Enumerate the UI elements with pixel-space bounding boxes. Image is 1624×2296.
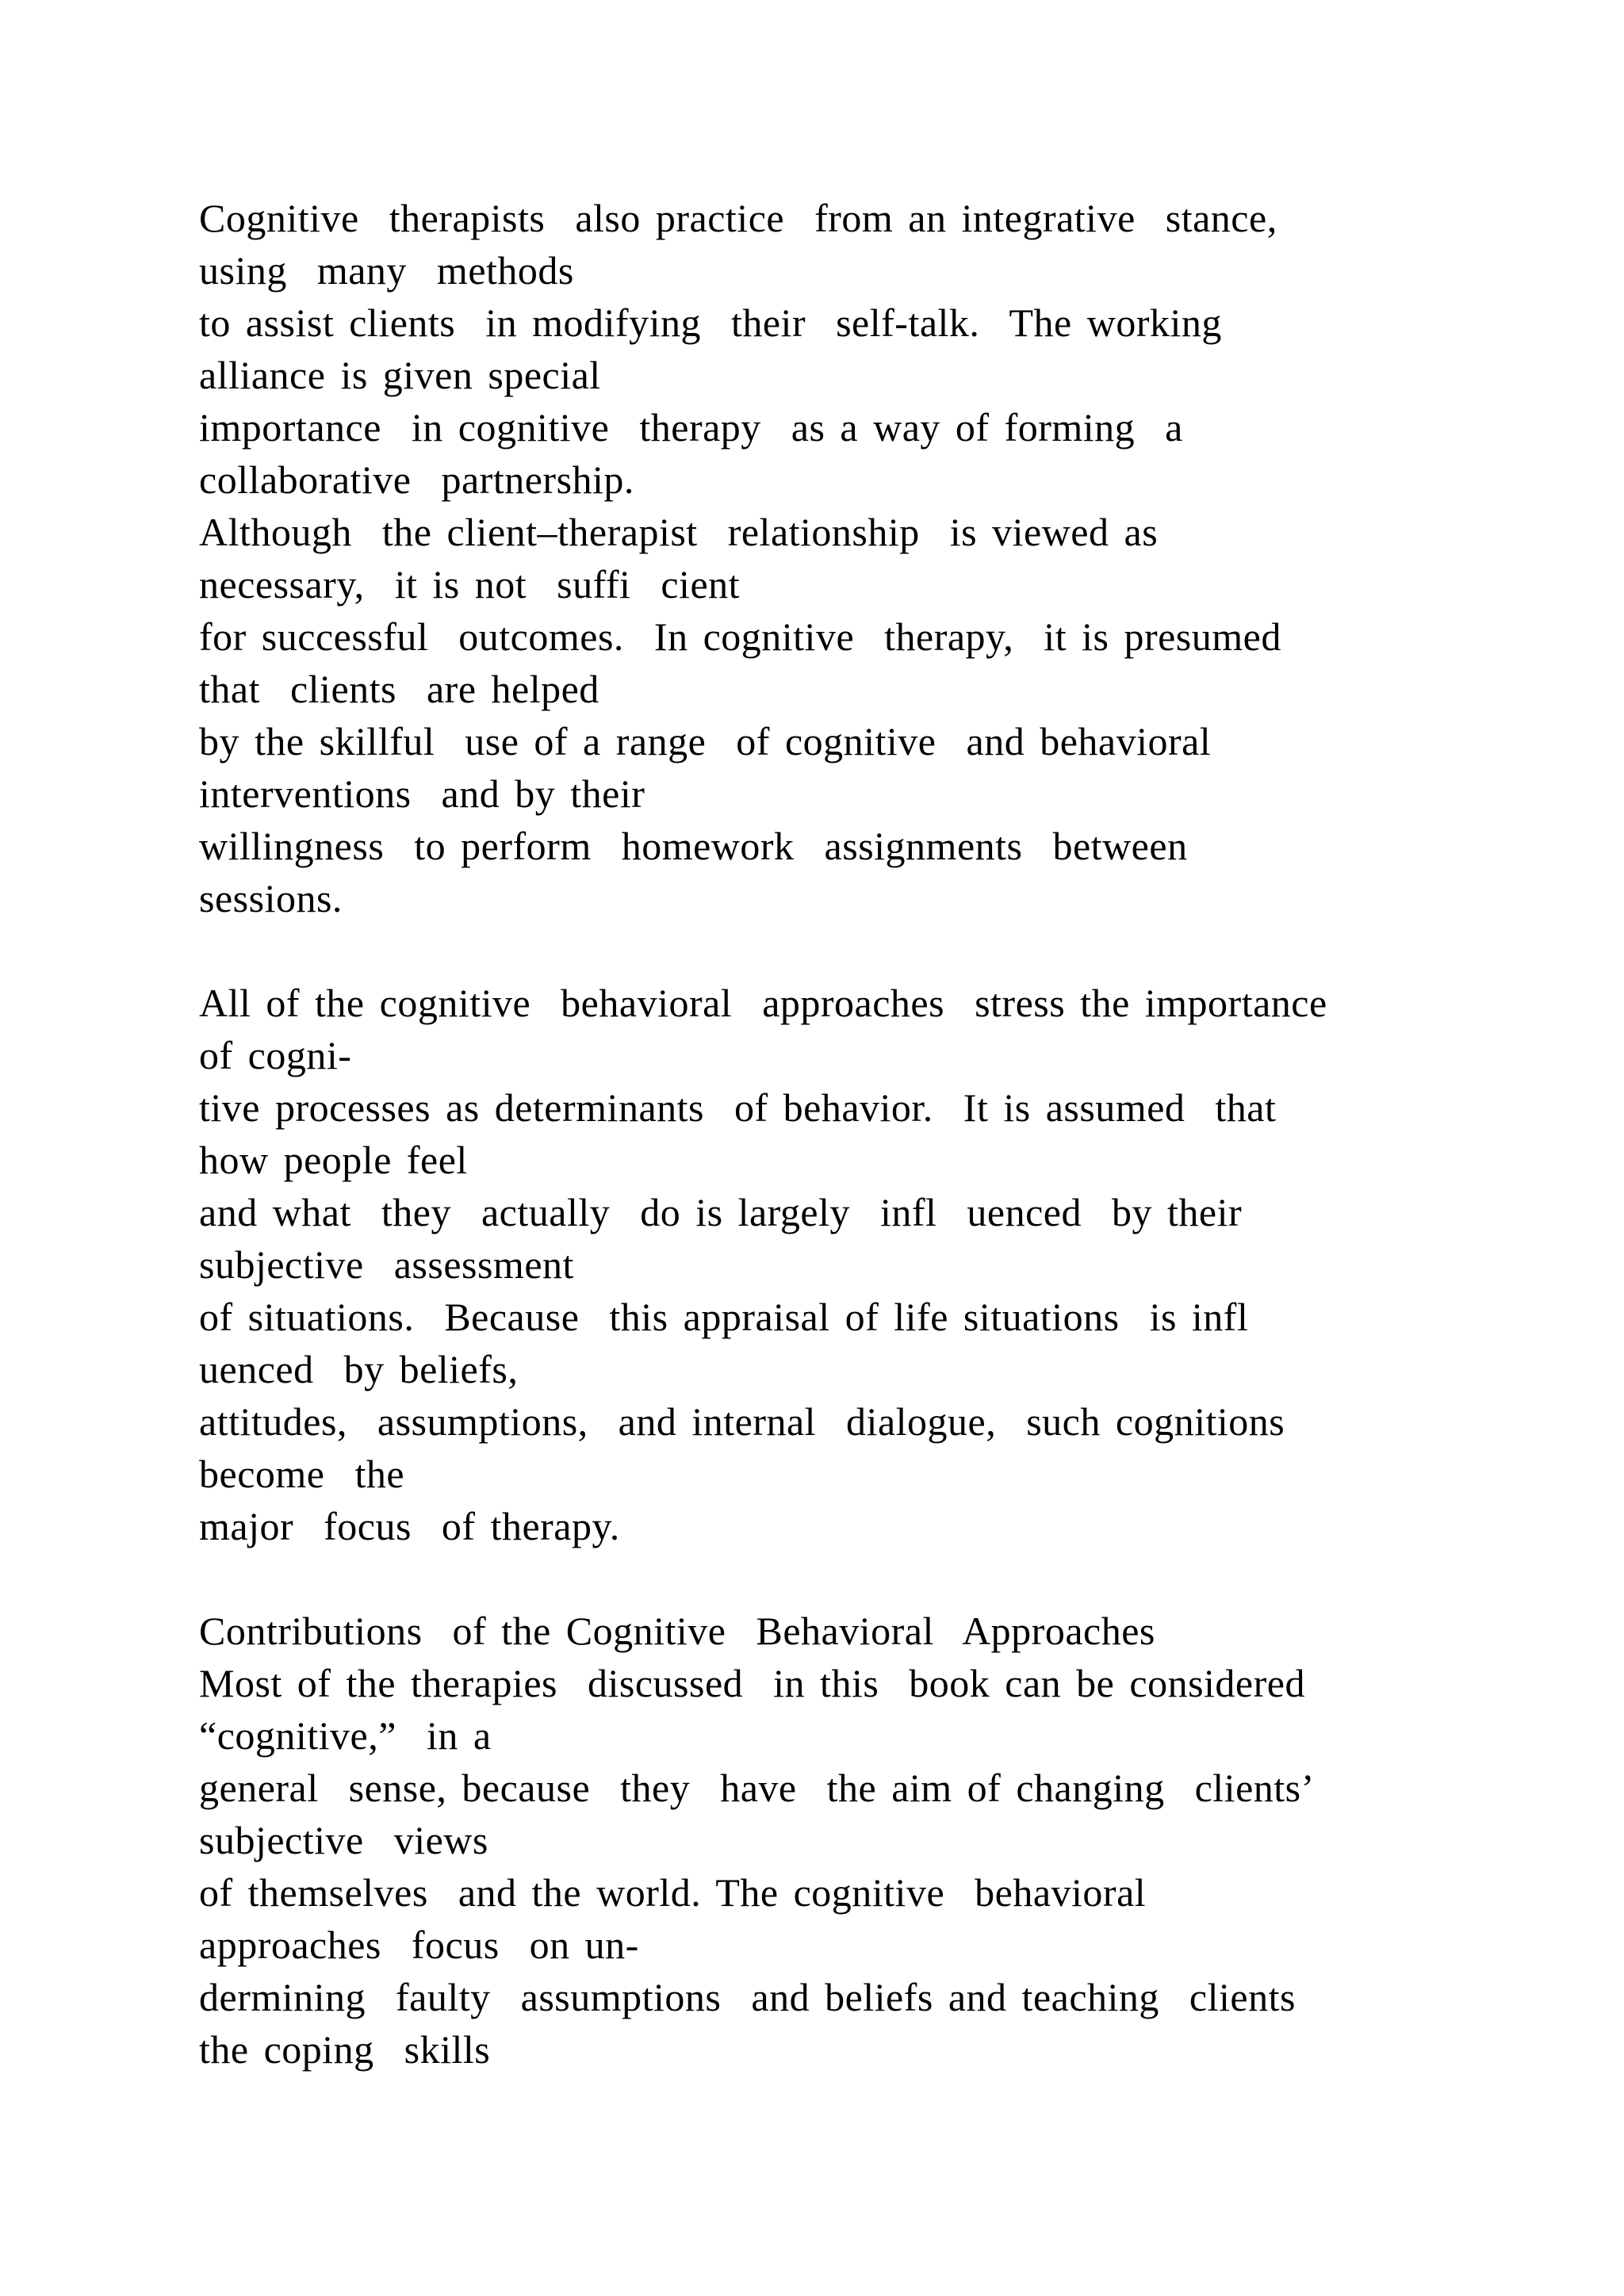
text-line: the coping skills bbox=[199, 2027, 491, 2072]
text-line: to assist clients in modifying their self-talk. The working bbox=[199, 300, 1222, 345]
document-body bbox=[199, 192, 1611, 2076]
text-line: interventions and by their bbox=[199, 771, 645, 816]
text-line: sessions. bbox=[199, 876, 343, 920]
text-line: by the skillful use of a range of cognitive and behavioral bbox=[199, 719, 1212, 763]
text-line: major focus of therapy. bbox=[199, 1504, 620, 1548]
text-line: tive processes as determinants of behavior. It is assumed that bbox=[199, 1085, 1277, 1130]
text-line: become the bbox=[199, 1452, 405, 1496]
text-line: of situations. Because this appraisal of life situations is infl bbox=[199, 1295, 1249, 1339]
text-line: of cogni- bbox=[199, 1033, 352, 1077]
text-line: “cognitive,” in a bbox=[199, 1713, 492, 1758]
paragraph-gap bbox=[199, 924, 1611, 977]
text-line: importance in cognitive therapy as a way of forming a bbox=[199, 405, 1183, 450]
text-line: that clients are helped bbox=[199, 667, 599, 711]
text-line: uenced by beliefs, bbox=[199, 1347, 519, 1391]
text-line: attitudes, assumptions, and internal dialogue, such cognitions bbox=[199, 1399, 1285, 1444]
text-line: collaborative partnership. bbox=[199, 457, 634, 502]
text-line: willingness to perform homework assignments between bbox=[199, 824, 1188, 868]
text-line: approaches focus on un- bbox=[199, 1923, 639, 1967]
paragraph-2 bbox=[199, 977, 1611, 1552]
paragraph-3 bbox=[199, 1605, 1611, 2076]
text-line: Cognitive therapists also practice from an integrative stance, bbox=[199, 196, 1277, 240]
text-line: how people feel bbox=[199, 1138, 468, 1182]
text-line: alliance is given special bbox=[199, 353, 601, 397]
text-line: Most of the therapies discussed in this book can be considered bbox=[199, 1661, 1305, 1705]
text-line: and what they actually do is largely infl uenced by their bbox=[199, 1190, 1243, 1234]
text-line: using many methods bbox=[199, 248, 574, 293]
text-line: for successful outcomes. In cognitive therapy, it is presumed bbox=[199, 614, 1281, 659]
text-line: necessary, it is not suffi cient bbox=[199, 562, 741, 607]
paragraph-1 bbox=[199, 192, 1611, 924]
text-line: All of the cognitive behavioral approaches stress the importance bbox=[199, 981, 1327, 1025]
text-line: Although the client–therapist relationship is viewed as bbox=[199, 510, 1159, 554]
text-line: general sense, because they have the aim of changing clients’ bbox=[199, 1766, 1315, 1810]
text-line: subjective views bbox=[199, 1818, 488, 1862]
text-line: subjective assessment bbox=[199, 1242, 574, 1287]
section-heading: Contributions of the Cognitive Behavioral Approaches bbox=[199, 1609, 1155, 1653]
text-line: of themselves and the world. The cognitive behavioral bbox=[199, 1870, 1147, 1915]
paragraph-gap bbox=[199, 1552, 1611, 1605]
text-line: dermining faulty assumptions and beliefs and teaching clients bbox=[199, 1975, 1296, 2019]
